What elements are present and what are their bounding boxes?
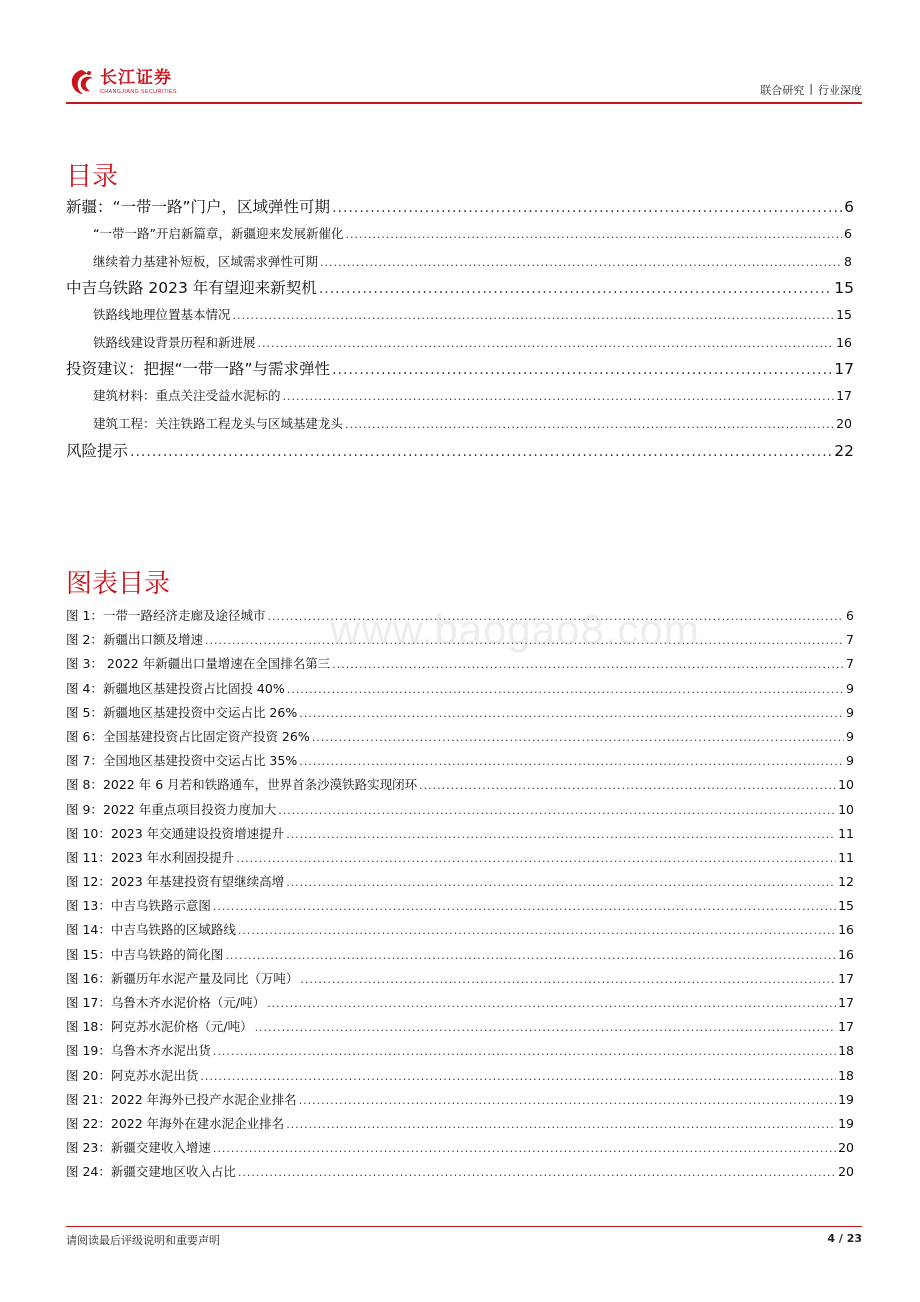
figure-entry[interactable] [66, 870, 854, 894]
toc-entry-title: 继续着力基建补短板，区域需求弹性可期 [93, 253, 319, 269]
toc-chapter-entry[interactable] [66, 194, 854, 220]
dot-leader [312, 726, 844, 749]
figure-page: 18 [838, 1067, 854, 1083]
figure-number: 图 17： [66, 995, 111, 1010]
figure-caption: 中吉乌铁路的区域路线 [110, 922, 236, 938]
figure-entry[interactable] [66, 991, 854, 1015]
company-logo [66, 64, 177, 100]
dot-leader [299, 702, 844, 725]
figure-caption: 2023 年基建投资有望继续高增 [110, 874, 285, 890]
dot-leader [345, 411, 834, 438]
dot-leader [278, 799, 836, 822]
figure-page: 11 [838, 825, 854, 841]
toc-list [66, 194, 854, 464]
dot-leader [332, 653, 844, 676]
dot-leader [213, 1040, 836, 1063]
figure-page: 11 [838, 849, 854, 865]
figure-page: 17 [838, 970, 854, 986]
toc-entry-title: 投资建议：把握“一带一路”与需求弹性 [66, 360, 331, 379]
figure-entry[interactable] [66, 967, 854, 991]
figure-page: 19 [838, 1091, 854, 1107]
dot-leader [332, 357, 832, 382]
figure-caption: 阿克苏水泥价格（元/吨） [110, 1019, 253, 1035]
figure-entry[interactable] [66, 798, 854, 822]
figure-caption: 2022 年新疆出口量增速在全国排名第三 [102, 656, 331, 672]
toc-entry-title: 中吉乌铁路 2023 年有望迎来新契机 [66, 279, 317, 298]
figure-caption: 新疆地区基建投资中交运占比 26% [102, 704, 298, 720]
figure-caption: 2022 年海外在建水泥企业排名 [110, 1115, 285, 1131]
figure-caption: 2022 年海外已投产水泥企业排名 [110, 1091, 297, 1107]
figure-page: 7 [846, 656, 854, 672]
toc-section-entry[interactable] [66, 410, 854, 438]
figure-caption: 乌鲁木齐水泥价格（元/吨） [110, 995, 266, 1010]
dot-leader [332, 195, 842, 220]
footer-divider [66, 1226, 862, 1227]
figure-caption: 新疆交建地区收入占比 [110, 1164, 236, 1180]
watermark: www.baogao8.com [330, 606, 700, 653]
figure-caption: 2023 年水利固投提升 [110, 849, 235, 865]
figure-entry[interactable] [66, 725, 854, 749]
dot-leader [283, 383, 835, 410]
figure-number: 图 9： [66, 801, 103, 817]
figure-caption: 新疆地区基建投资占比固投 40% [102, 680, 285, 696]
dot-leader [213, 895, 836, 918]
header-divider [66, 102, 862, 104]
figure-number: 图 1： [66, 608, 103, 623]
figure-caption: 全国基建投资占比固定资产投资 26% [102, 728, 310, 744]
figure-caption: 新疆出口额及增速 [102, 632, 203, 648]
toc-entry-page: 16 [836, 334, 852, 350]
brand-name-cn: 长江证券 [100, 67, 172, 88]
dot-leader [238, 1161, 836, 1184]
disclaimer-text: 请阅读最后评级说明和重要声明 [66, 1234, 220, 1247]
toc-entry-title: 铁路线建设背景历程和新进展 [93, 334, 256, 350]
figure-page: 10 [838, 777, 854, 793]
figure-number: 图 20： [66, 1067, 111, 1083]
figure-page: 16 [838, 922, 854, 938]
dot-leader [319, 276, 832, 301]
figure-number: 图 12： [66, 874, 111, 890]
figure-number: 图 13： [66, 898, 111, 914]
figure-entry[interactable] [66, 652, 854, 676]
toc-section-entry[interactable] [66, 248, 854, 276]
dot-leader [267, 992, 836, 1015]
figure-number: 图 22： [66, 1115, 111, 1131]
dot-leader [320, 249, 842, 276]
figure-number: 图 10： [66, 825, 111, 841]
toc-entry-title: “一带一路”开启新篇章，新疆迎来发展新催化 [93, 226, 344, 241]
report-tag-joint-research: 联合研究 [760, 84, 805, 97]
figure-caption: 2023 年交通建设投资增速提升 [110, 825, 285, 841]
dot-leader [300, 968, 836, 991]
dot-leader [236, 847, 836, 870]
toc-entry-title: 铁路线地理位置基本情况 [93, 307, 231, 323]
figure-caption: 全国地区基建投资中交运占比 35% [102, 753, 298, 769]
figure-number: 图 23： [66, 1140, 111, 1156]
figure-entry[interactable] [66, 943, 854, 967]
figure-caption: 乌鲁木齐水泥出货 [110, 1043, 211, 1059]
page-header [66, 64, 862, 104]
figure-entry[interactable] [66, 894, 854, 918]
dot-leader [130, 439, 832, 464]
toc-entry-page: 6 [844, 198, 854, 216]
figure-caption: 中吉乌铁路的简化图 [110, 946, 224, 962]
toc-chapter-entry[interactable] [66, 438, 854, 464]
figure-entry[interactable] [66, 604, 854, 628]
figure-page: 9 [846, 704, 854, 720]
dot-leader [419, 774, 836, 797]
dot-leader [345, 221, 842, 248]
figure-entry[interactable] [66, 749, 854, 773]
figure-number: 图 24： [66, 1164, 111, 1180]
figure-caption: 2022 年 6 月若和铁路通车，世界首条沙漠铁路实现闭环 [102, 777, 418, 793]
toc-entry-page: 17 [836, 388, 852, 404]
figure-number: 图 2： [66, 632, 103, 648]
figure-page: 18 [838, 1043, 854, 1059]
toc-entry-title: 建筑材料：重点关注受益水泥标的 [93, 388, 281, 404]
figure-page: 9 [846, 753, 854, 769]
figure-page: 15 [838, 898, 854, 914]
figure-number: 图 3： [66, 656, 103, 672]
figure-number: 图 14： [66, 922, 111, 938]
dot-leader [287, 678, 844, 701]
toc-entry-page: 15 [836, 307, 852, 323]
figure-entry[interactable] [66, 1136, 854, 1160]
figure-number: 图 7： [66, 753, 103, 769]
report-tag-industry-depth: 行业深度 [818, 84, 862, 97]
toc-section-entry[interactable] [66, 382, 854, 410]
dot-leader [238, 919, 836, 942]
figure-caption: 一带一路经济走廊及途径城市 [102, 608, 266, 623]
figure-caption: 2022 年重点项目投资力度加大 [102, 801, 277, 817]
figure-number: 图 8： [66, 777, 103, 793]
figure-number: 图 5： [66, 704, 103, 720]
toc-entry-page: 15 [834, 279, 854, 298]
toc-entry-page: 6 [844, 226, 852, 241]
dot-leader [299, 1089, 836, 1112]
figure-page: 10 [838, 801, 854, 817]
figure-entry[interactable] [66, 701, 854, 725]
tag-separator: | [809, 82, 813, 95]
figure-page: 17 [838, 995, 854, 1010]
dot-leader [299, 750, 844, 773]
page-indicator: 4 / 23 [827, 1232, 862, 1245]
figure-page: 9 [846, 728, 854, 744]
toc-entry-title: 风险提示 [66, 441, 129, 460]
figure-list [66, 604, 854, 1185]
report-tags [760, 82, 862, 98]
figure-entry[interactable] [66, 918, 854, 942]
figure-number: 图 4： [66, 680, 103, 696]
dot-leader [205, 629, 844, 652]
figure-entry[interactable] [66, 628, 854, 652]
dot-leader [255, 1016, 836, 1039]
figure-list-title: 图表目录 [66, 569, 171, 599]
figure-entry[interactable] [66, 846, 854, 870]
figure-page: 20 [838, 1140, 854, 1156]
figure-page: 7 [846, 632, 854, 648]
figure-entry[interactable] [66, 1112, 854, 1136]
toc-title: 目录 [66, 162, 119, 192]
figure-caption: 新疆交建收入增速 [110, 1140, 211, 1156]
dot-leader [200, 1065, 836, 1088]
figure-number: 图 21： [66, 1091, 111, 1107]
toc-entry-title: 新疆：“一带一路”门户，区域弹性可期 [66, 198, 331, 216]
dot-leader [225, 944, 836, 967]
figure-entry[interactable] [66, 1160, 854, 1184]
figure-number: 图 11： [66, 849, 111, 865]
toc-chapter-entry[interactable] [66, 275, 854, 301]
figure-entry[interactable] [66, 1064, 854, 1088]
dot-leader [258, 330, 835, 357]
brand-name-en: CHANGJIANG SECURITIES [100, 88, 177, 95]
figure-page: 6 [846, 608, 854, 623]
toc-entry-page: 17 [834, 360, 854, 379]
figure-entry[interactable] [66, 1088, 854, 1112]
toc-entry-title: 建筑工程：关注铁路工程龙头与区域基建龙头 [93, 415, 344, 431]
figure-number: 图 6： [66, 728, 103, 744]
figure-entry[interactable] [66, 677, 854, 701]
figure-page: 19 [838, 1115, 854, 1131]
figure-number: 图 19： [66, 1043, 111, 1059]
dot-leader [286, 871, 836, 894]
dot-leader [267, 605, 844, 628]
dot-leader [286, 1113, 836, 1136]
figure-number: 图 16： [66, 970, 111, 986]
figure-entry[interactable] [66, 1015, 854, 1039]
dot-leader [213, 1137, 836, 1160]
figure-caption: 中吉乌铁路示意图 [110, 898, 211, 914]
toc-entry-page: 22 [834, 441, 854, 460]
toc-entry-page: 20 [836, 415, 852, 431]
figure-page: 17 [838, 1019, 854, 1035]
figure-page: 12 [838, 874, 854, 890]
figure-entry[interactable] [66, 773, 854, 797]
toc-section-entry[interactable] [66, 301, 854, 329]
figure-caption: 新疆历年水泥产量及同比（万吨） [110, 970, 299, 986]
figure-entry[interactable] [66, 1039, 854, 1063]
figure-page: 16 [838, 946, 854, 962]
figure-number: 图 18： [66, 1019, 111, 1035]
toc-section-entry[interactable] [66, 329, 854, 357]
toc-chapter-entry[interactable] [66, 356, 854, 382]
figure-entry[interactable] [66, 822, 854, 846]
dot-leader [233, 302, 835, 329]
figure-page: 20 [838, 1164, 854, 1180]
figure-page: 9 [846, 680, 854, 696]
toc-section-entry[interactable] [66, 220, 854, 248]
phoenix-logo-icon [66, 67, 96, 97]
toc-entry-page: 8 [844, 253, 852, 269]
figure-number: 图 15： [66, 946, 111, 962]
figure-caption: 阿克苏水泥出货 [110, 1067, 199, 1083]
dot-leader [286, 823, 836, 846]
